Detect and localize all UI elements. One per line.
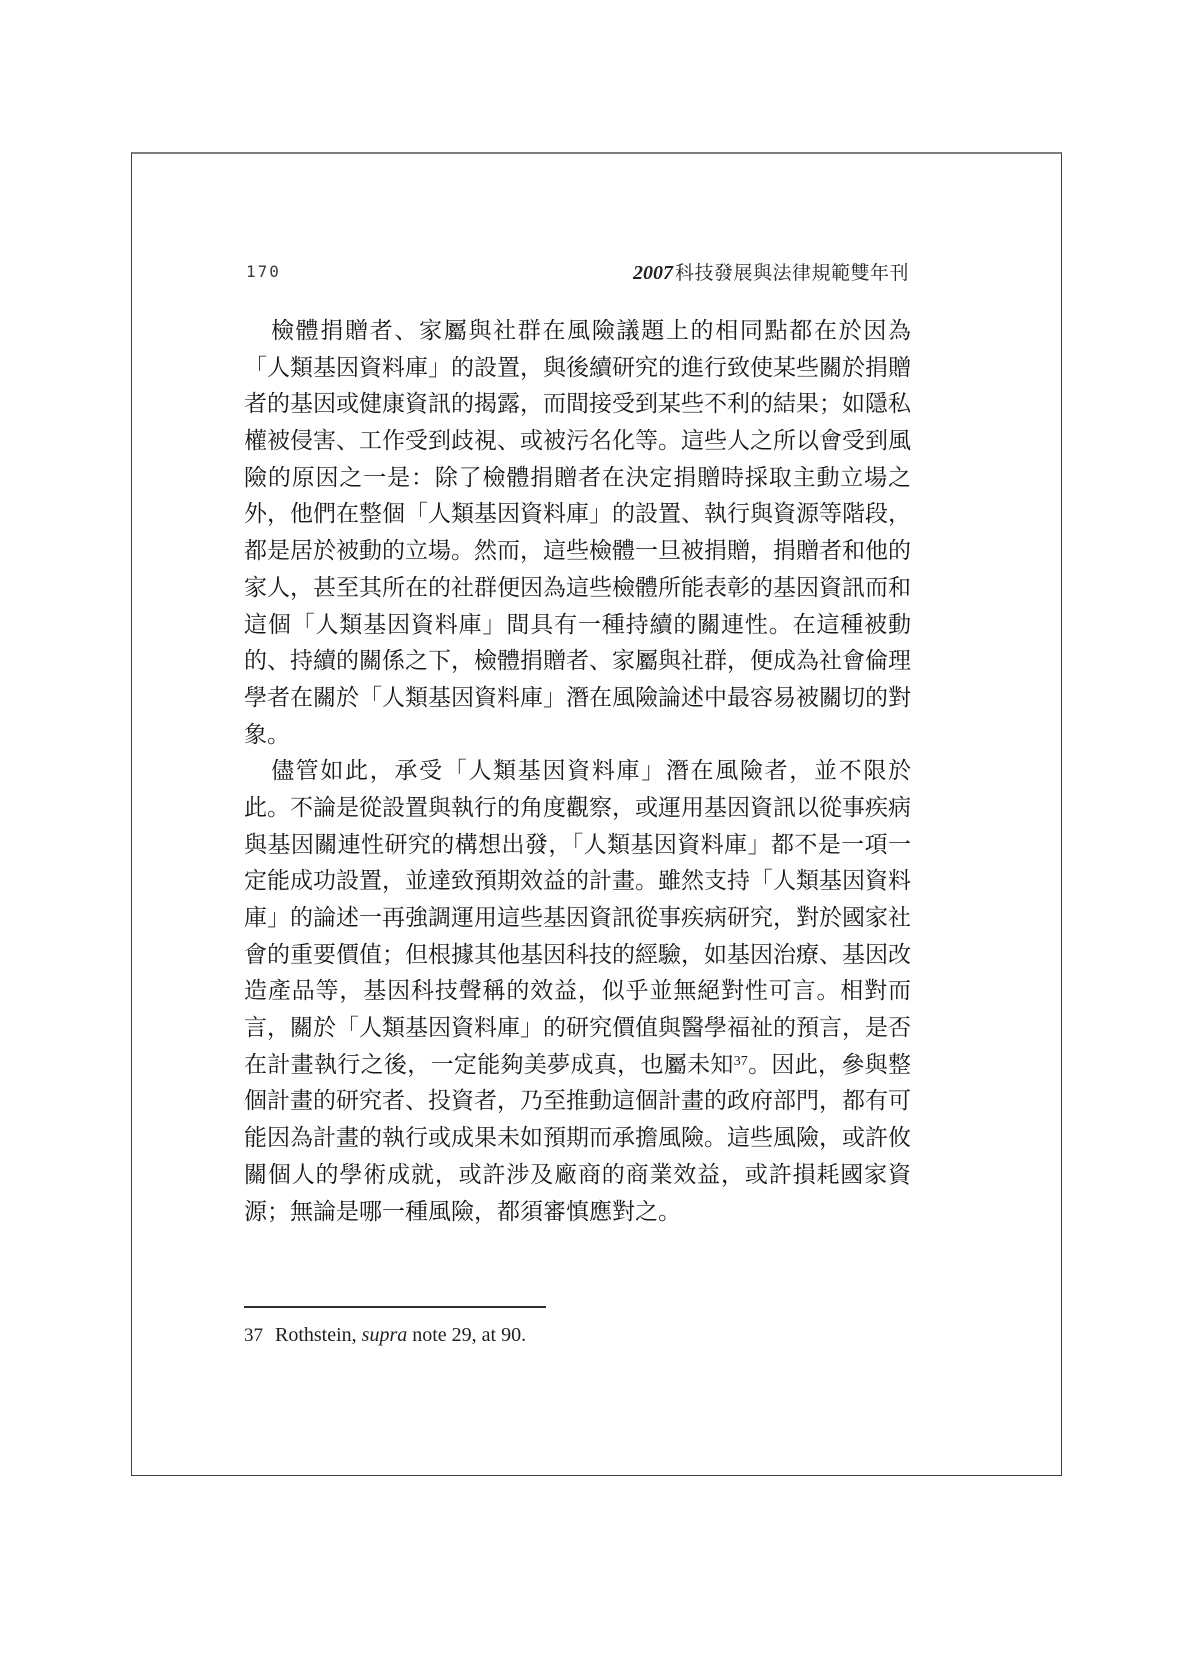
page-border: [131, 152, 1062, 1476]
body-line: 與基因關連性研究的構想出發，「人類基因資料庫」都不是一項一: [244, 830, 911, 857]
body-line: 關個人的學術成就，或許涉及廠商的商業效益，或許損耗國家資: [244, 1160, 911, 1187]
body-line: 定能成功設置，並達致預期效益的計畫。雖然支持「人類基因資料: [244, 867, 911, 894]
body-line: 個計畫的研究者、投資者，乃至推動這個計畫的政府部門，都有可: [244, 1087, 911, 1114]
body-line: 學者在關於「人類基因資料庫」潛在風險論述中最容易被關切的對: [244, 683, 911, 710]
body-line: 檢體捐贈者、家屬與社群在風險議題上的相同點都在於因為: [271, 317, 911, 343]
body-line: 權被侵害、工作受到歧視、或被污名化等。這些人之所以會受到風: [244, 427, 911, 454]
footnote-citation-italic: supra: [361, 1324, 408, 1346]
footnote-citation-start: Rothstein,: [275, 1324, 362, 1346]
body-line: 會的重要價值；但根據其他基因科技的經驗，如基因治療、基因改: [244, 940, 911, 967]
body-line: 庫」的論述一再強調運用這些基因資訊從事疾病研究，對於國家社: [244, 904, 911, 930]
footnote-reference: 37: [733, 1053, 748, 1069]
footnote-citation-end: note 29, at 90.: [407, 1324, 527, 1346]
page-header: [132, 258, 1061, 288]
journal-year: 2007: [632, 262, 673, 284]
body-line: 造產品等，基因科技聲稱的效益，似乎並無絕對性可言。相對而: [244, 977, 911, 1004]
body-line: 的、持續的關係之下，檢體捐贈者、家屬與社群，便成為社會倫理: [244, 647, 911, 674]
body-line: 此。不論是從設置與執行的角度觀察，或運用基因資訊以從事疾病: [244, 793, 911, 820]
footnote: [244, 1324, 911, 1347]
body-line: 儘管如此，承受「人類基因資料庫」潛在風險者，並不限於: [271, 757, 911, 784]
body-line: 「人類基因資料庫」的設置，與後續研究的進行致使某些關於捐贈: [244, 353, 911, 380]
body-text: [244, 312, 911, 1229]
body-line: 源；無論是哪一種風險，都須審慎應對之。: [244, 1197, 681, 1224]
body-line: [244, 1046, 911, 1083]
journal-name: 科技發展與法律規範雙年刊: [674, 263, 909, 284]
footnote-number: 37: [244, 1325, 263, 1346]
body-line: 都是居於被動的立場。然而，這些檢體一旦被捐贈，捐贈者和他的: [244, 537, 911, 564]
body-line: 外，他們在整個「人類基因資料庫」的設置、執行與資源等階段，: [244, 500, 911, 527]
footnote-text: [275, 1324, 526, 1346]
body-line: 家人，甚至其所在的社群便因為這些檢體所能表彰的基因資訊而和: [244, 573, 911, 600]
body-line: 象。: [244, 720, 290, 747]
body-line-text: 在計畫執行之後，一定能夠美夢成真，也屬未知: [244, 1050, 734, 1077]
journal-title: [633, 258, 909, 285]
body-line-text: 。因此，參與整: [747, 1050, 911, 1077]
body-line: 言，關於「人類基因資料庫」的研究價值與醫學福祉的預言，是否: [244, 1014, 911, 1041]
footnote-rule: [244, 1306, 546, 1308]
body-line: 者的基因或健康資訊的揭露，而間接受到某些不利的結果；如隱私: [244, 390, 911, 417]
body-line: 能因為計畫的執行或成果未如預期而承擔風險。這些風險，或許攸: [244, 1124, 911, 1151]
body-line: 這個「人類基因資料庫」間具有一種持續的關連性。在這種被動: [244, 610, 911, 637]
body-line: 險的原因之一是：除了檢體捐贈者在決定捐贈時採取主動立場之: [244, 463, 911, 490]
page-number: 170: [246, 262, 281, 281]
